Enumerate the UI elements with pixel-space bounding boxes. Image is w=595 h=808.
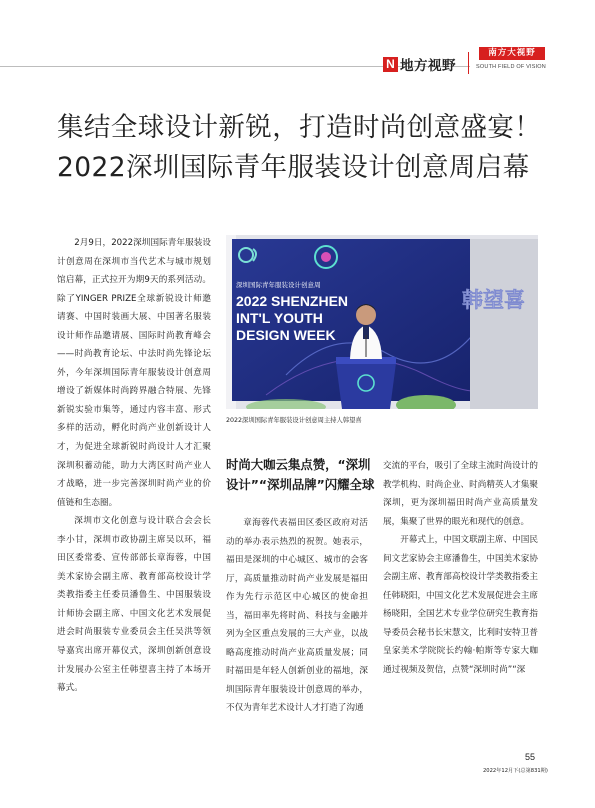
left-paragraph-2: 深圳市文化创意与设计联合会会长李小甘，深圳市政协副主席吴以环，福田区委常委、宣传部部长章海蓉，中国美术家协会副主席、教育部高校设计学类教指委主任委员潘鲁生、中国服装设计师协会副主席、中国文化艺术发展促进会时尚服装专业委员会主任吴洪等领导嘉宾出席开幕仪式，深圳创新创意设计发展办公室主任韩望喜主持了本场开幕式。 (57, 516, 211, 694)
backdrop-title-3: DESIGN WEEK (236, 327, 336, 343)
right-paragraph-1: 交流的平台，吸引了全球主流时尚设计的教学机构、时尚企业、时尚精英人才集聚深圳，更为深圳福田时尚产业高质量发展，集聚了世界的眼光和现代的创意。 (383, 461, 538, 527)
middle-column (226, 514, 368, 718)
photo-caption: 2022深圳国际青年服装设计创意周主持人韩望喜 (226, 417, 362, 424)
event-photo (226, 235, 538, 409)
headline-line-1: 集结全球设计新锐，打造时尚创意盛宴！ (57, 112, 542, 143)
header-divider (468, 52, 469, 74)
page-number: 55 (525, 752, 536, 762)
issue-info: 2022年12月下(总第831期) (483, 768, 548, 774)
photo-name-overlay: 韩望喜 (462, 288, 525, 312)
backdrop-title-1: 2022 SHENZHEN (236, 293, 349, 309)
event-photo-illustration (226, 235, 538, 409)
article-headline (57, 108, 577, 188)
logo-n-icon: N (383, 57, 398, 72)
magazine-badge-subtitle: SOUTH FIELD OF VISION (476, 64, 546, 70)
left-column (57, 234, 211, 698)
backdrop-title-cn: 深圳国际青年服装设计创意周 (236, 281, 321, 289)
right-column (383, 457, 538, 680)
column-name: 地方视野 (400, 58, 456, 74)
right-paragraph-2: 开幕式上，中国文联副主席、中国民间文艺家协会主席潘鲁生，中国美术家协会副主席、教育部高校设计学类教指委主任韩晓阳，中国文化艺术发展促进会主席杨晓阳，全国艺术专业学位研究生教育指导委员会秘书长宋慧文，比利时安特卫普皇家美术学院院长约翰·帕斯等专家大咖通过视频及贺信，点赞“深圳时尚”“深 (383, 535, 538, 676)
headline-line-2: 2022深圳国际青年服装设计创意周启幕 (57, 152, 530, 183)
section-subhead: 时尚大咖云集点赞，“深圳设计”“深圳品牌”闪耀全球 (226, 457, 375, 492)
left-paragraph-1: 2月9日，2022深圳国际青年服装设计创意周在深圳市当代艺术与城市规划馆启幕，正式拉开为期9天的系列活动。除了YINGER PRIZE全球新锐设计师邀请赛、中国时装画大展、中国著名服装设计师作品邀请展、国际时尚教育峰会——时尚教育论坛、中法时尚先锋论坛外，今年深圳国际青年服装设计创意周增设了新媒体时尚跨界融合特展、先锋新锐实验市集等，通过内容丰富、形式多样的活动，孵化时尚产业创新设计人才，为促进全球新锐时尚设计人才汇聚深圳积蓄动能，助力大湾区时尚产业人才战略，进一步完善深圳时尚产业的价值链和生态圈。 (57, 238, 211, 508)
backdrop-title-2: INT'L YOUTH (236, 310, 323, 326)
magazine-badge: 南方大视野 (479, 47, 545, 60)
middle-paragraph-1: 章海蓉代表福田区委区政府对活动的举办表示热烈的祝贺。她表示，福田是深圳的中心城区、城市的会客厅，高质量推动时尚产业发展是福田作为先行示范区中心城区的使命担当，福田率先将时尚、科技与金融并列为全区重点发展的三大产业，以战略高度推动时尚产业高质量发展；同时福田是年轻人创新创业的福地，深圳国际青年服装设计创意周的举办，不仅为青年艺术设计人才打造了沟通 (226, 518, 368, 714)
